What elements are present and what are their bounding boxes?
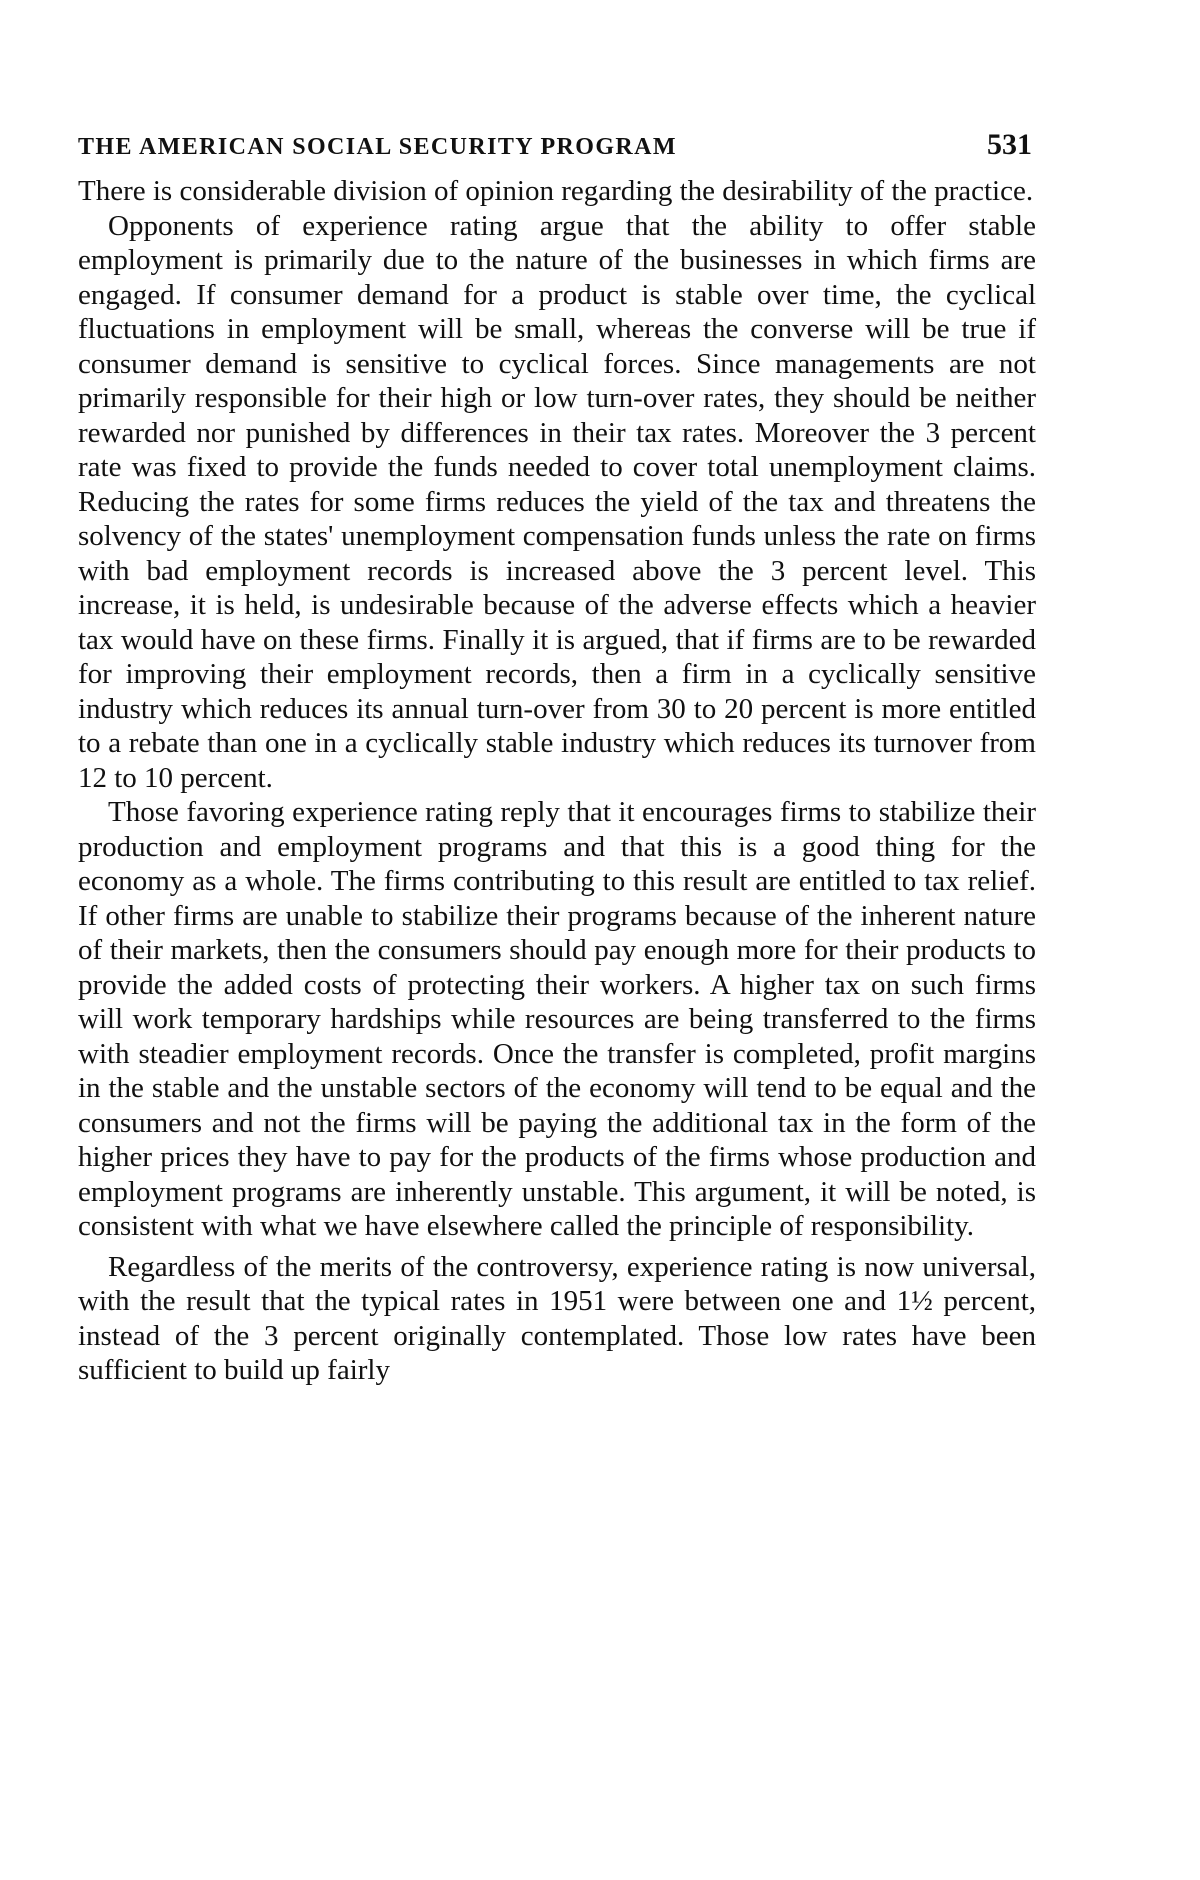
paragraph-regardless: Regardless of the merits of the controversy, experience rating is now universal, with the result that the typical rates in 1951 were between one and 1½ percent, instead of the 3 percent originally contemplated. Those low rates have been sufficient to build up fairly xyxy=(78,1250,1036,1386)
paragraph-continuation: There is considerable division of opinion regarding the desirability of the practice. xyxy=(78,175,1034,207)
running-head xyxy=(78,128,1036,170)
page-number: 531 xyxy=(987,128,1032,161)
running-title: THE AMERICAN SOCIAL SECURITY PROGRAM xyxy=(78,134,677,160)
book-page xyxy=(78,128,1036,1388)
paragraph-proponents: Those favoring experience rating reply that it encourages firms to stabilize their production and employment programs and that this is a good thing for the economy as a whole. The firms contributing to this result are entitled to tax relief. If other firms are unable to stabilize their programs because of the inherent nature of their markets, then the consumers should pay enough more for their products to provide the added costs of protecting their workers. A higher tax on such firms will work temporary hardships while resources are being transferred to the firms with steadier employment records. Once the transfer is completed, profit margins in the stable and the unstable sectors of the economy will tend to be equal and the consumers and not the firms will be paying the additional tax in the form of the higher prices they have to pay for the products of the firms whose production and employment programs are inherently unstable. This argument, it will be noted, is consistent with what we have elsewhere called the principle of responsibility. xyxy=(78,796,1036,1242)
body-text xyxy=(78,174,1036,1388)
paragraph-opponents: Opponents of experience rating argue that the ability to offer stable employment is primarily due to the nature of the businesses in which firms are engaged. If consumer demand for a product is stable over time, the cyclical fluctuations in employment will be small, whereas the converse will be true if consumer demand is sensitive to cyclical forces. Since managements are not primarily responsible for their high or low turn-over rates, they should be neither rewarded nor punished by differences in their tax rates. Moreover the 3 percent rate was fixed to provide the funds needed to cover total unemployment claims. Reducing the rates for some firms reduces the yield of the tax and threatens the solvency of the states' unemployment compensation funds unless the rate on firms with bad employment records is increased above the 3 percent level. This increase, it is held, is undesirable because of the adverse effects which a heavier tax would have on these firms. Finally it is argued, that if firms are to be rewarded for improving their employment records, then a firm in a cyclically sensitive industry which reduces its annual turn-over from 30 to 20 percent is more entitled to a rebate than one in a cyclically stable industry which reduces its turnover from 12 to 10 percent. xyxy=(78,209,1036,794)
